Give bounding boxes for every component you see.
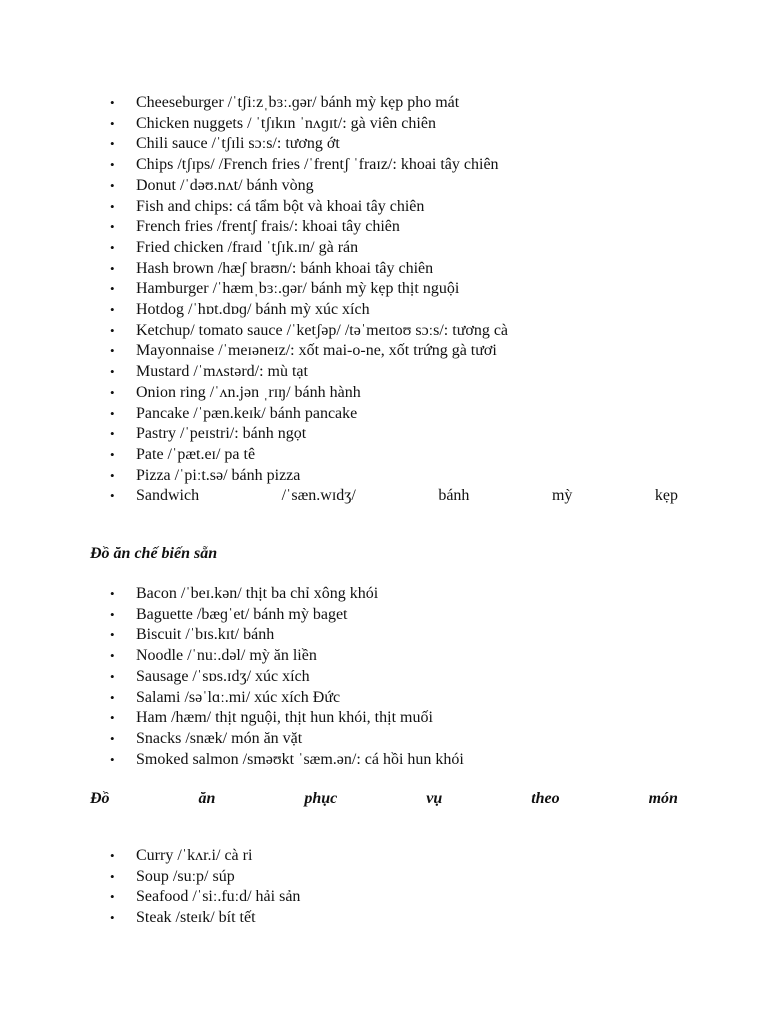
list-item: • Smoked salmon /sməʊkt ˈsæm.ən/: cá hồi hun khói — [110, 750, 678, 771]
fast-food-list — [110, 93, 678, 507]
heading-word: món — [648, 790, 678, 807]
list-item: • Salami /səˈlɑː.mi/ xúc xích Đức — [110, 688, 678, 709]
list-item: • Fried chicken /fraɪd ˈtʃɪk.ɪn/ gà rán — [110, 238, 678, 259]
word: /ˈsæn.wɪdʒ/ — [281, 487, 356, 505]
list-item: • Chili sauce /ˈtʃɪli sɔːs/: tương ớt — [110, 134, 678, 155]
list-item: • Biscuit /ˈbɪs.kɪt/ bánh — [110, 625, 678, 646]
list-item: • Fish and chips: cá tẩm bột và khoai tây chiên — [110, 197, 678, 218]
list-item: • Curry /ˈkʌr.i/ cà ri — [110, 846, 678, 867]
list-item: • Seafood /ˈsiː.fuːd/ hải sản — [110, 887, 678, 908]
list-item: • Mayonnaise /ˈmeɪəneɪz/: xốt mai-o-ne, xốt trứng gà tươi — [110, 341, 678, 362]
section-heading-processed-food: Đồ ăn chế biến sẵn — [90, 545, 218, 562]
list-item: • Snacks /snæk/ món ăn vặt — [110, 729, 678, 750]
list-item: • Mustard /ˈmʌstərd/: mù tạt — [110, 362, 678, 383]
list-item: • Sausage /ˈsɒs.ɪdʒ/ xúc xích — [110, 667, 678, 688]
list-item: • Baguette /bæɡˈet/ bánh mỳ baget — [110, 605, 678, 626]
list-item: • Hamburger /ˈhæmˌbɜː.ɡər/ bánh mỳ kẹp thịt nguội — [110, 279, 678, 300]
heading-word: phục — [304, 790, 338, 807]
heading-word: ăn — [198, 790, 216, 807]
section-heading-served-food — [90, 790, 678, 808]
list-item: • Noodle /ˈnuː.dəl/ mỳ ăn liền — [110, 646, 678, 667]
list-item: • Chicken nuggets / ˈtʃɪkɪn ˈnʌɡɪt/: gà viên chiên — [110, 114, 678, 135]
word: mỳ — [551, 487, 573, 505]
list-item: • Steak /steɪk/ bít tết — [110, 908, 678, 929]
heading-word: theo — [531, 790, 560, 807]
list-item: • Ketchup/ tomato sauce /ˈketʃəp/ /təˈmeɪtoʊ sɔːs/: tương cà — [110, 321, 678, 342]
served-food-list — [110, 846, 678, 929]
list-item: • Hash brown /hæʃ braʊn/: bánh khoai tây chiên — [110, 259, 678, 280]
heading-word: vụ — [426, 790, 443, 807]
list-item: • Pancake /ˈpæn.keɪk/ bánh pancake — [110, 404, 678, 425]
processed-food-list — [110, 584, 678, 770]
list-item: • Pizza /ˈpiːt.sə/ bánh pizza — [110, 466, 678, 487]
list-item: • Soup /suːp/ súp — [110, 867, 678, 888]
list-item: • Bacon /ˈbeɪ.kən/ thịt ba chỉ xông khói — [110, 584, 678, 605]
list-item: • Donut /ˈdəʊ.nʌt/ bánh vòng — [110, 176, 678, 197]
list-item: • Ham /hæm/ thịt nguội, thịt hun khói, thịt muối — [110, 708, 678, 729]
heading-word: Đồ — [90, 790, 110, 807]
word: bánh — [438, 487, 470, 505]
word: kẹp — [654, 487, 678, 505]
list-item: • Pate /ˈpæt.eɪ/ pa tê — [110, 445, 678, 466]
list-item: • Chips /tʃɪps/ /French fries /ˈfrentʃ ˈfraɪz/: khoai tây chiên — [110, 155, 678, 176]
list-item: • Hotdog /ˈhɒt.dɒɡ/ bánh mỳ xúc xích — [110, 300, 678, 321]
word: • Sandwich — [136, 487, 200, 505]
list-item: • Cheeseburger /ˈtʃiːzˌbɜː.ɡər/ bánh mỳ kẹp pho mát — [110, 93, 678, 114]
list-item-sandwich — [110, 486, 678, 507]
list-item: • Pastry /ˈpeɪstri/: bánh ngọt — [110, 424, 678, 445]
list-item: • French fries /frentʃ frais/: khoai tây chiên — [110, 217, 678, 238]
list-item: • Onion ring /ˈʌn.jən ˌrɪŋ/ bánh hành — [110, 383, 678, 404]
